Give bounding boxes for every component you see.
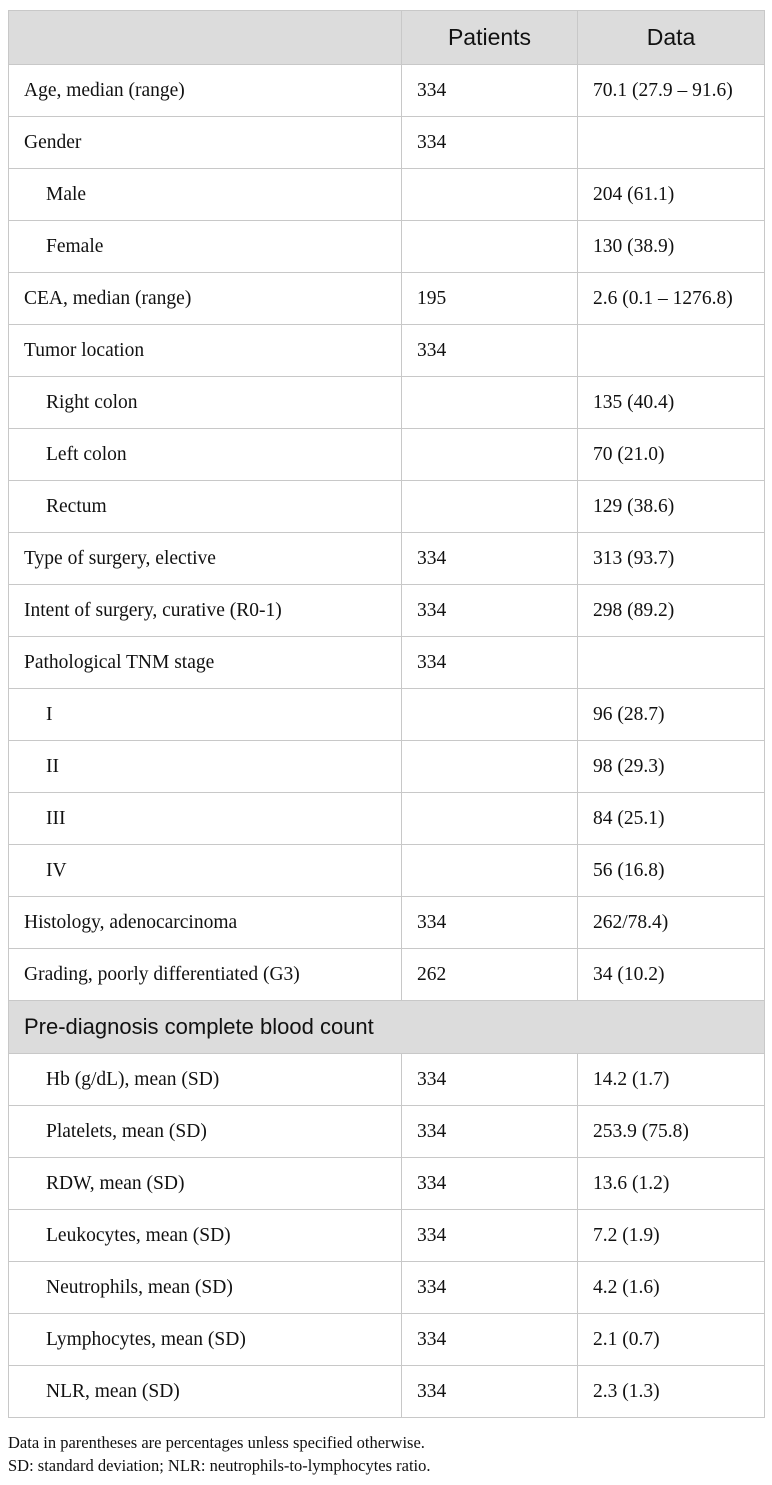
row-data: 253.9 (75.8) — [578, 1106, 765, 1158]
row-data: 298 (89.2) — [578, 585, 765, 637]
row-label: CEA, median (range) — [9, 273, 402, 325]
row-patients: 195 — [402, 273, 578, 325]
row-patients: 334 — [402, 585, 578, 637]
blood-count-section — [9, 1001, 765, 1418]
row-patients — [402, 741, 578, 793]
table-row — [9, 429, 765, 481]
row-patients — [402, 845, 578, 897]
row-label: NLR, mean (SD) — [9, 1366, 402, 1418]
table-row — [9, 793, 765, 845]
row-data — [578, 325, 765, 377]
table-row — [9, 1054, 765, 1106]
table-row — [9, 1210, 765, 1262]
row-patients: 334 — [402, 1366, 578, 1418]
table-row — [9, 949, 765, 1001]
table-row — [9, 325, 765, 377]
row-label: Platelets, mean (SD) — [9, 1106, 402, 1158]
row-label: RDW, mean (SD) — [9, 1158, 402, 1210]
row-label: II — [9, 741, 402, 793]
row-data: 34 (10.2) — [578, 949, 765, 1001]
row-data: 2.6 (0.1 – 1276.8) — [578, 273, 765, 325]
row-patients: 334 — [402, 1106, 578, 1158]
row-patients: 334 — [402, 117, 578, 169]
row-data: 135 (40.4) — [578, 377, 765, 429]
row-data: 313 (93.7) — [578, 533, 765, 585]
table-row — [9, 273, 765, 325]
footnote: Data in parentheses are percentages unless specified otherwise. — [8, 1433, 425, 1452]
row-data: 2.3 (1.3) — [578, 1366, 765, 1418]
row-patients: 334 — [402, 325, 578, 377]
row-data — [578, 637, 765, 689]
row-data: 13.6 (1.2) — [578, 1158, 765, 1210]
row-label: Tumor location — [9, 325, 402, 377]
row-label: Right colon — [9, 377, 402, 429]
row-patients — [402, 377, 578, 429]
row-patients: 334 — [402, 1262, 578, 1314]
table-row — [9, 1106, 765, 1158]
row-patients: 334 — [402, 533, 578, 585]
row-patients — [402, 169, 578, 221]
row-data: 129 (38.6) — [578, 481, 765, 533]
table-header-row — [9, 11, 765, 65]
table-row — [9, 117, 765, 169]
table-row — [9, 1314, 765, 1366]
row-patients: 334 — [402, 1158, 578, 1210]
row-label: IV — [9, 845, 402, 897]
row-label: Leukocytes, mean (SD) — [9, 1210, 402, 1262]
row-patients — [402, 429, 578, 481]
row-data: 70 (21.0) — [578, 429, 765, 481]
row-patients: 334 — [402, 1210, 578, 1262]
table-row — [9, 377, 765, 429]
row-data: 96 (28.7) — [578, 689, 765, 741]
row-patients — [402, 793, 578, 845]
row-patients — [402, 689, 578, 741]
row-label: Age, median (range) — [9, 65, 402, 117]
characteristics-table — [8, 10, 765, 1418]
row-data — [578, 117, 765, 169]
header-label-cell — [9, 11, 402, 65]
row-label: Pathological TNM stage — [9, 637, 402, 689]
row-data: 98 (29.3) — [578, 741, 765, 793]
table-body — [9, 65, 765, 1001]
row-patients: 334 — [402, 1054, 578, 1106]
row-data: 14.2 (1.7) — [578, 1054, 765, 1106]
section-header-row — [9, 1001, 765, 1054]
table-row — [9, 533, 765, 585]
row-label: Left colon — [9, 429, 402, 481]
row-label: Lymphocytes, mean (SD) — [9, 1314, 402, 1366]
row-patients: 334 — [402, 1314, 578, 1366]
table-row — [9, 221, 765, 273]
table-row — [9, 845, 765, 897]
table-row — [9, 897, 765, 949]
row-label: Gender — [9, 117, 402, 169]
row-data: 204 (61.1) — [578, 169, 765, 221]
table-row — [9, 741, 765, 793]
row-label: Neutrophils, mean (SD) — [9, 1262, 402, 1314]
row-patients — [402, 221, 578, 273]
row-patients: 334 — [402, 65, 578, 117]
row-data: 56 (16.8) — [578, 845, 765, 897]
row-label: Hb (g/dL), mean (SD) — [9, 1054, 402, 1106]
row-label: Intent of surgery, curative (R0-1) — [9, 585, 402, 637]
table-row — [9, 65, 765, 117]
table-row — [9, 585, 765, 637]
table-row — [9, 1366, 765, 1418]
characteristics-table-container — [8, 10, 764, 1418]
table-row — [9, 1158, 765, 1210]
footnote: SD: standard deviation; NLR: neutrophils-to-lymphocytes ratio. — [8, 1456, 431, 1475]
row-label: III — [9, 793, 402, 845]
header-patients: Patients — [402, 11, 578, 65]
row-data: 7.2 (1.9) — [578, 1210, 765, 1262]
row-data: 70.1 (27.9 – 91.6) — [578, 65, 765, 117]
row-label: Histology, adenocarcinoma — [9, 897, 402, 949]
row-label: Female — [9, 221, 402, 273]
row-data: 2.1 (0.7) — [578, 1314, 765, 1366]
table-row — [9, 637, 765, 689]
row-patients — [402, 481, 578, 533]
row-data: 4.2 (1.6) — [578, 1262, 765, 1314]
row-data: 84 (25.1) — [578, 793, 765, 845]
row-patients: 334 — [402, 637, 578, 689]
table-row — [9, 689, 765, 741]
table-row — [9, 1262, 765, 1314]
header-data: Data — [578, 11, 765, 65]
row-patients: 334 — [402, 897, 578, 949]
row-label: Grading, poorly differentiated (G3) — [9, 949, 402, 1001]
section-title: Pre-diagnosis complete blood count — [9, 1001, 765, 1054]
row-label: Rectum — [9, 481, 402, 533]
row-data: 130 (38.9) — [578, 221, 765, 273]
row-patients: 262 — [402, 949, 578, 1001]
table-row — [9, 169, 765, 221]
row-data: 262/78.4) — [578, 897, 765, 949]
row-label: Type of surgery, elective — [9, 533, 402, 585]
row-label: Male — [9, 169, 402, 221]
table-footnotes — [8, 1431, 764, 1477]
table-row — [9, 481, 765, 533]
row-label: I — [9, 689, 402, 741]
